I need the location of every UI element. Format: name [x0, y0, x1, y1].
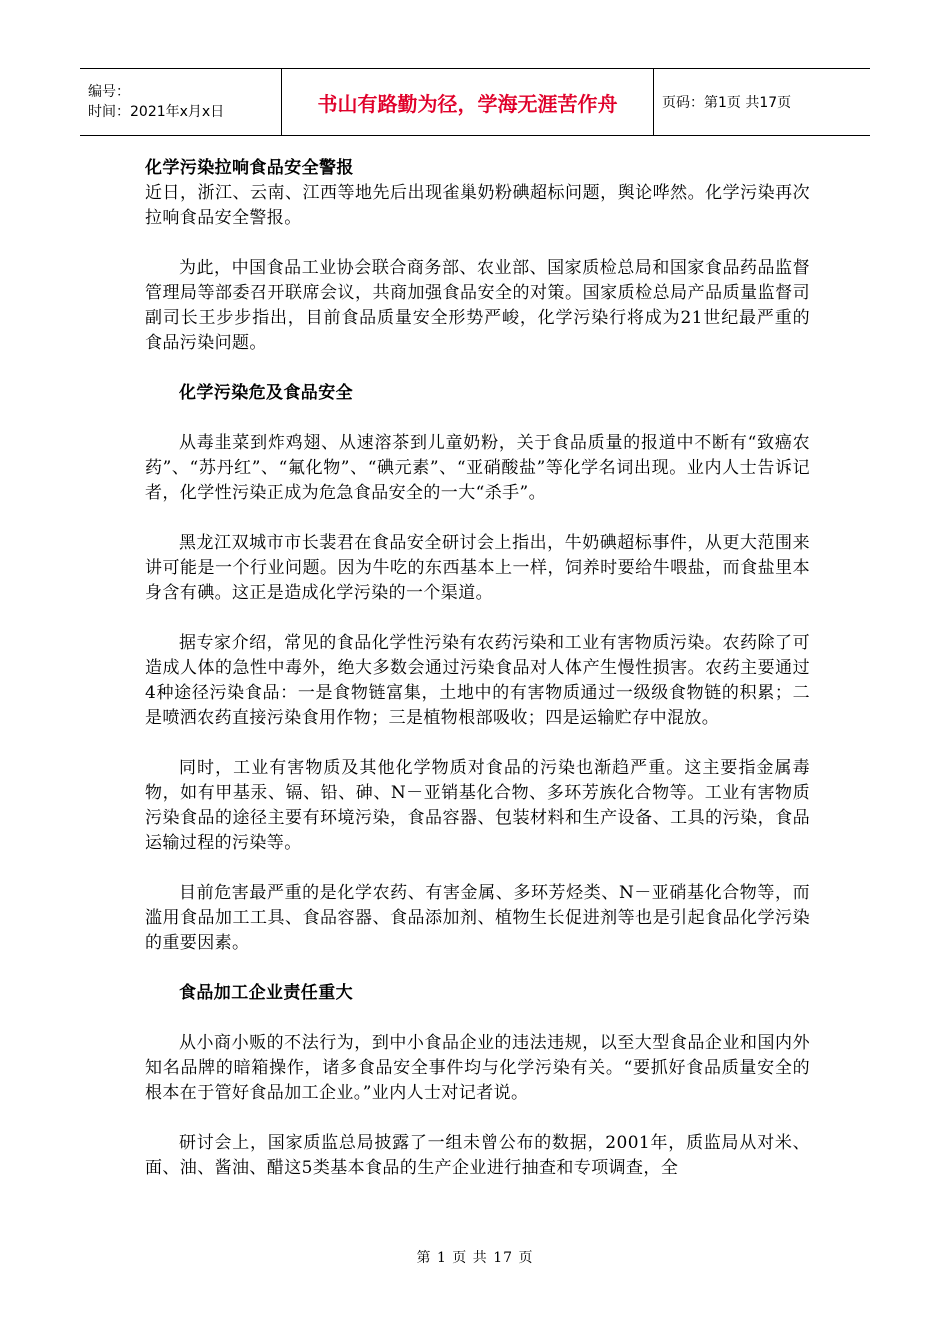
section-heading-1: 化学污染危及食品安全 — [179, 383, 353, 403]
paragraph-3: 黑龙江双城市市长裴君在食品安全研讨会上指出，牛奶碘超标事件，从更大范围来讲可能是一个行业问题。因为牛吃的东西基本上一样，饲养时要给牛喂盐，而食盐里本身含有碘。这正是造成化学污染的一个渠道。 — [145, 533, 810, 603]
time-label: 时间：2021年x月x日 — [88, 104, 225, 120]
paragraph-2: 从毒韭菜到炸鸡翅、从速溶茶到儿童奶粉，关于食品质量的报道中不断有“致癌农药”、“苏丹红”、“氟化物”、“碘元素”、“亚硝酸盐”等化学名词出现。业内人士告诉记者，化学性污染正成为危急食品安全的一大“杀手”。 — [145, 433, 810, 503]
article-body — [145, 156, 810, 1181]
paragraph-1: 为此，中国食品工业协会联合商务部、农业部、国家质检总局和国家食品药品监督管理局等部委召开联席会议，共商加强食品安全的对策。国家质检总局产品质量监督司副司长王步步指出，目前食品质量安全形势严峻，化学污染行将成为21世纪最严重的食品污染问题。 — [145, 258, 810, 353]
article-intro: 近日，浙江、云南、江西等地先后出现雀巢奶粉碘超标问题，舆论哗然。化学污染再次拉响食品安全警报。 — [145, 183, 810, 228]
paragraph-4: 据专家介绍，常见的食品化学性污染有农药污染和工业有害物质污染。农药除了可造成人体的急性中毒外，绝大多数会通过污染食品对人体产生慢性损害。农药主要通过4种途径污染食品：一是食物链富集，土地中的有害物质通过一级级食物链的积累；二是喷洒农药直接污染食用作物；三是植物根部吸收；四是运输贮存中混放。 — [145, 633, 810, 728]
page-footer: 第 1 页 共 17 页 — [416, 1250, 534, 1266]
header-meta — [80, 69, 282, 136]
paragraph-7: 从小商小贩的不法行为，到中小食品企业的违法违规，以至大型食品企业和国内外知名品牌的暗箱操作，诸多食品安全事件均与化学污染有关。“要抓好食品质量安全的根本在于管好食品加工企业。”业内人士对记者说。 — [145, 1033, 810, 1103]
header-motto: 书山有路勤为径，学海无涯苦作舟 — [282, 69, 654, 136]
article-title: 化学污染拉响食品安全警报 — [145, 158, 354, 178]
header-page-info: 页码：第1页 共17页 — [654, 69, 871, 136]
paragraph-6: 目前危害最严重的是化学农药、有害金属、多环芳烃类、N－亚硝基化合物等，而滥用食品加工工具、食品容器、食品添加剂、植物生长促进剂等也是引起食品化学污染的重要因素。 — [145, 883, 810, 953]
page-header — [80, 68, 870, 136]
section-heading-2: 食品加工企业责任重大 — [179, 983, 353, 1003]
paragraph-8: 研讨会上，国家质监总局披露了一组未曾公布的数据，2001年，质监局从对米、面、油、酱油、醋这5类基本食品的生产企业进行抽查和专项调查，全 — [145, 1133, 810, 1178]
number-label: 编号： — [88, 84, 130, 100]
paragraph-5: 同时，工业有害物质及其他化学物质对食品的污染也渐趋严重。这主要指金属毒物，如有甲基汞、镉、铅、砷、N－亚销基化合物、多环芳族化合物等。工业有害物质污染食品的途径主要有环境污染，食品容器、包装材料和生产设备、工具的污染，食品运输过程的污染等。 — [145, 758, 810, 853]
